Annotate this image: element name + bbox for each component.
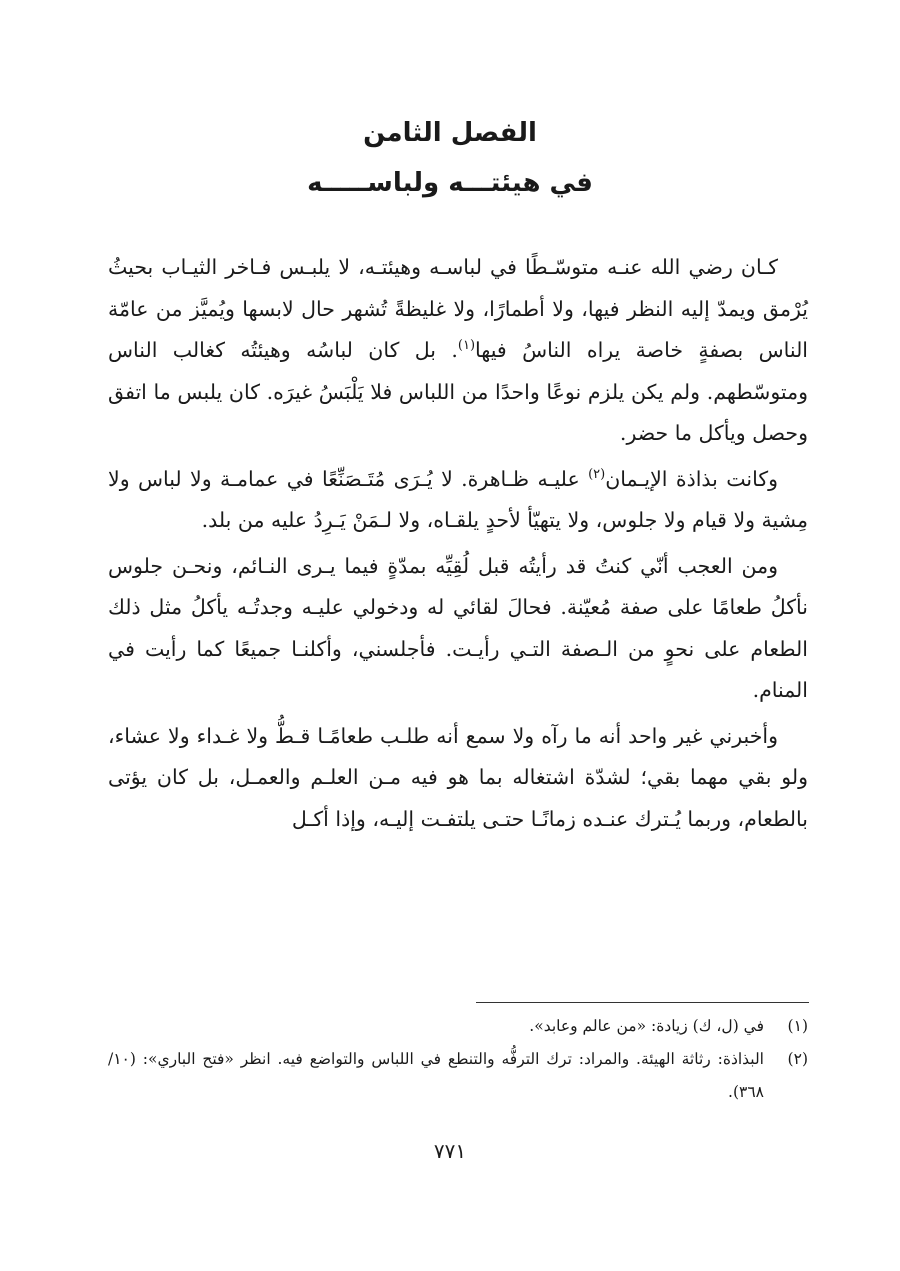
paragraph-1-text: كـان رضي الله عنـه متوسّـطًا في لباسـه وهيئتـه، لا يلبـس فـاخر الثيـاب بحيثُ يُرْمق ويمدّ إليه النظر فيها، ولا أطمارًا، ولا غليظةً تُشهر حال لابسها ويُميَّز من عامّة الناس بصفةٍ خاصة يراه الناسُ فيها (108, 255, 809, 362)
footnote-ref-1[interactable]: (١) (457, 338, 476, 354)
footnote-1-text: في (ل، ك) زيادة: «من عالم وعابد». (529, 1017, 764, 1035)
footnotes (108, 1010, 808, 1109)
paragraph-1 (108, 247, 808, 455)
paragraph-2-text-start: وكانت بذاذة الإيـمان (605, 466, 779, 491)
paragraph-2 (108, 459, 808, 542)
chapter-heading (0, 108, 900, 208)
paragraph-1-text-end: . بل كان لباسُه وهيئتُه كغالب الناس ومتوسّطهم. ولم يكن يلزم نوعًا واحدًا من اللباس فلا يَلْبَسُ غيرَه. كان يلبس ما اتفق وحصل ويأكل ما حضر. (108, 338, 808, 445)
paragraph-4: وأخبرني غير واحد أنه ما رآه ولا سمع أنه طلـب طعامًـا قـطُّ ولا غـداء ولا عشاء، ولو بقي مهما بقي؛ لشدّة اشتغاله بما هو فيه مـن العلـم والعمـل، بل كان يؤتى بالطعام، وربما يُـترك عنـده زمانًـا حتـى يلتفـت إليـه، وإذا أكـل (108, 723, 808, 831)
footnote-2 (108, 1043, 808, 1109)
page-number: ٧٧١ (433, 1139, 467, 1163)
footnote-1-mark: (١) (787, 1017, 808, 1035)
footnote-ref-2[interactable]: (٢) (588, 466, 606, 482)
chapter-title: الفصل الثامن (363, 118, 537, 148)
footnote-2-mark: (٢) (787, 1050, 808, 1068)
footnote-1 (108, 1010, 808, 1043)
body-text (108, 247, 808, 844)
chapter-subtitle: في هيئتـــه ولباســـــه (307, 168, 593, 198)
paragraph-3: ومن العجب أنّي كنتُ قد رأيتُه قبل لُقِيِّه بمدّةٍ فيما يـرى النـائم، ونحـن جلوس نأكلُ طعامًا على صفة مُعيّنة. فحالَ لقائي له ودخولي عليـه وجدتُـه يأكلُ مثل ذلك الطعام على نحوٍ من الـصفة التـي رأيـت. فأجلسني، وأكلنـا جميعًا كما رأيت في المنام. (108, 553, 808, 702)
footnote-2-text: البذاذة: رثاثة الهيئة. والمراد: ترك الترفُّه والتنطع في اللباس والتواضع فيه. انظر «فتح الباري»: (١٠/ ٣٦٨). (108, 1050, 764, 1101)
paragraph-2-text-end: عليـه ظـاهرة. لا يُـرَى مُتَـصَنِّعًا في عمامـة ولا لباس ولا مِشية ولا قيام ولا جلوس، ولا يتهيّأ لأحدٍ يلقـاه، ولا لـمَنْ يَـرِدُ عليه من بلد. (108, 466, 808, 532)
footnote-divider (476, 1002, 809, 1003)
